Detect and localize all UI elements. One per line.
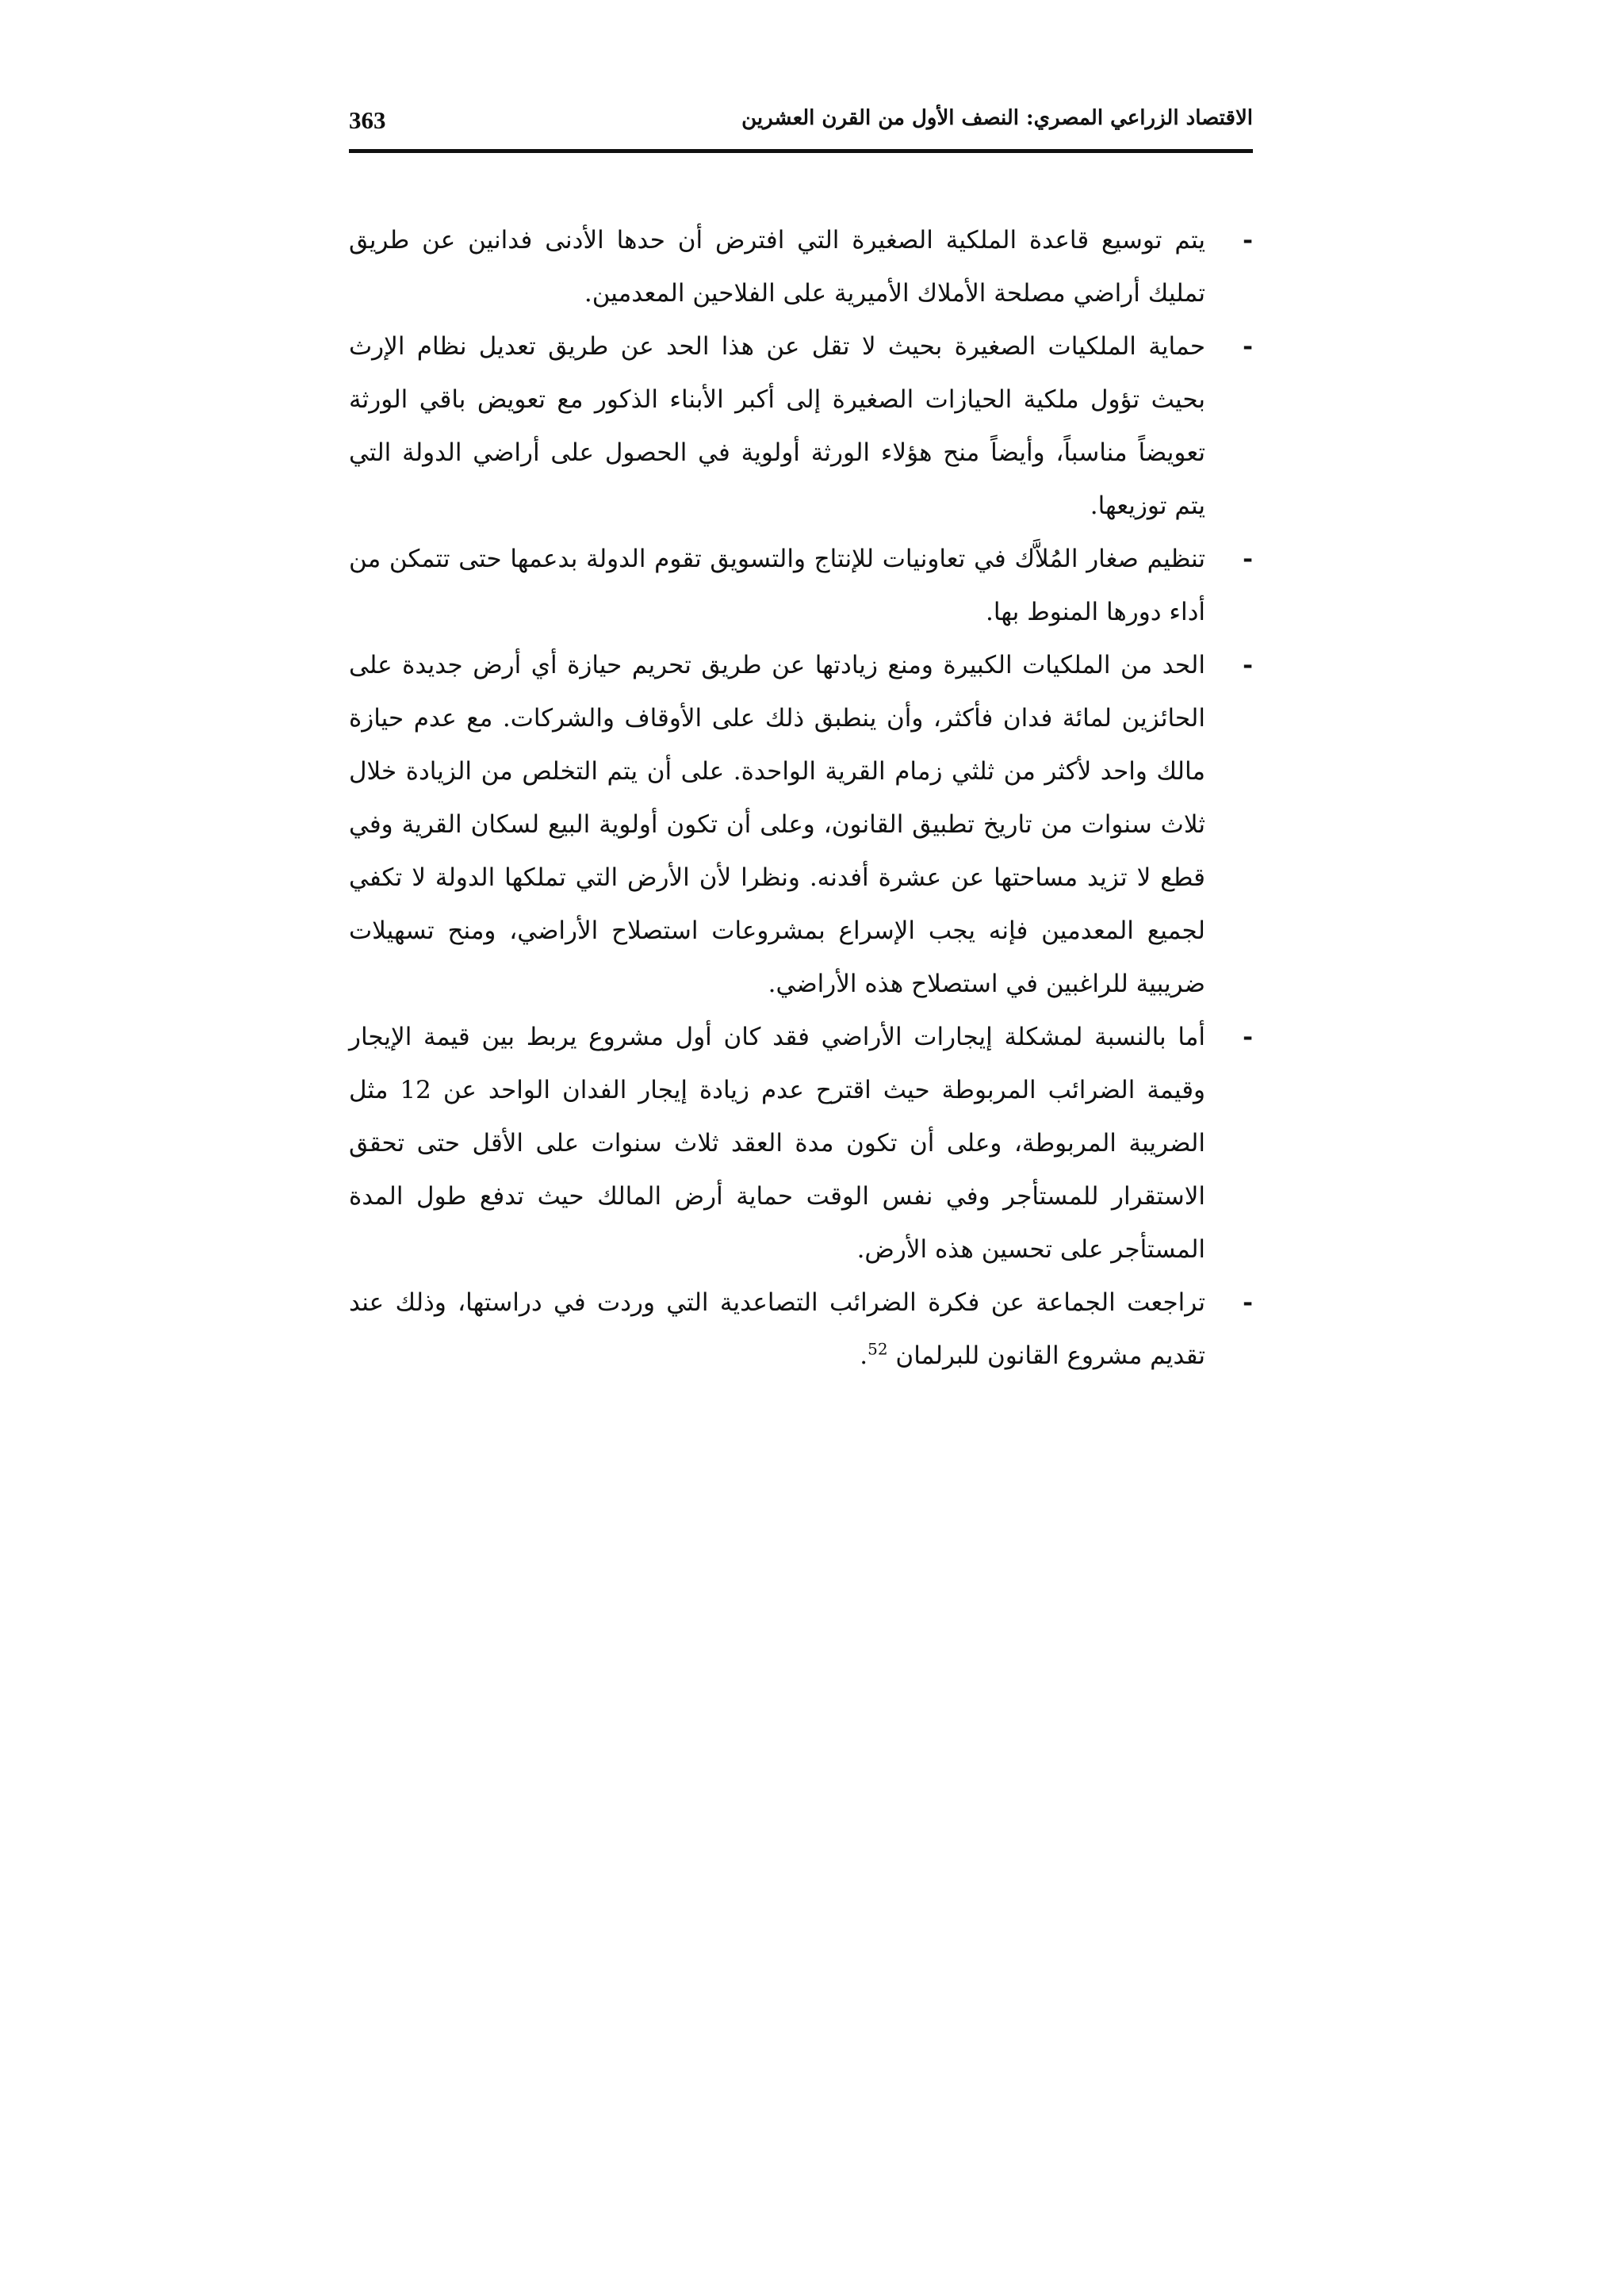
bullet-dash: - [1243,545,1253,573]
list-item [349,1011,1253,1276]
running-title: الاقتصاد الزراعي المصري: النصف الأول من القرن العشرين [741,106,1253,130]
list-item-text: تراجعت الجماعة عن فكرة الضرائب التصاعدية التي وردت في دراستها، وذلك عند تقديم مشروع القانون للبرلمان [349,1288,1205,1370]
list-item-text: يتم توسيع قاعدة الملكية الصغيرة التي افترض أن حدها الأدنى فدانين عن طريق تمليك أراضي مصلحة الأملاك الأميرية على الفلاحين المعدمين. [349,226,1205,308]
bullet-dash: - [1243,332,1253,361]
list-item [349,639,1253,1011]
list-item-text: تنظيم صغار المُلاَّك في تعاونيات للإنتاج والتسويق تقوم الدولة بدعمها حتى تتمكن من أداء دورها المنوط بها. [349,545,1205,626]
bullet-dash: - [1243,1023,1253,1051]
list-item [349,214,1253,320]
list-item [349,1276,1253,1383]
list-item-text: الحد من الملكيات الكبيرة ومنع زيادتها عن طريق تحريم حيازة أي أرض جديدة على الحائزين لمائة فدان فأكثر، وأن ينطبق ذلك على الأوقاف والشركات. مع عدم حيازة مالك واحد لأكثر من ثلثي زمام القرية الواحدة. على أن يتم التخلص من الزيادة خلال ثلاث سنوات من تاريخ تطبيق القانون، وعلى أن تكون أولوية البيع لسكان القرية وفي قطع لا تزيد مساحتها عن عشرة أفدنه. ونظرا لأن الأرض التي تملكها الدولة لا تكفي لجميع المعدمين فإنه يجب الإسراع بمشروعات استصلاح الأراضي، ومنح تسهيلات ضريبية للراغبين في استصلاح هذه الأراضي. [349,651,1205,998]
document-body [349,214,1253,1383]
footnote-reference: 52 [868,1339,888,1359]
sentence-end: . [860,1341,868,1370]
bullet-dash: - [1243,226,1253,254]
list-item [349,320,1253,533]
list-item [349,533,1253,639]
bullet-dash: - [1243,1288,1253,1317]
list-item-text: أما بالنسبة لمشكلة إيجارات الأراضي فقد كان أول مشروع يربط بين قيمة الإيجار وقيمة الضرائب المربوطة حيث اقترح عدم زيادة إيجار الفدان الواحد عن 12 مثل الضريبة المربوطة، وعلى أن تكون مدة العقد ثلاث سنوات على الأقل حتى تحقق الاستقرار للمستأجر وفي نفس الوقت حماية أرض المالك حيث تدفع طول المدة المستأجر على تحسين هذه الأرض. [349,1023,1206,1264]
page-number: 363 [349,106,386,134]
list-item-text: حماية الملكيات الصغيرة بحيث لا تقل عن هذا الحد عن طريق تعديل نظام الإرث بحيث تؤول ملكية الحيازات الصغيرة إلى أكبر الأبناء الذكور مع تعويض باقي الورثة تعويضاً مناسباً، وأيضاً منح هؤلاء الورثة أولوية في الحصول على أراضي الدولة التي يتم توزيعها. [349,332,1205,520]
page-header [349,101,1253,153]
bullet-dash: - [1243,651,1253,679]
